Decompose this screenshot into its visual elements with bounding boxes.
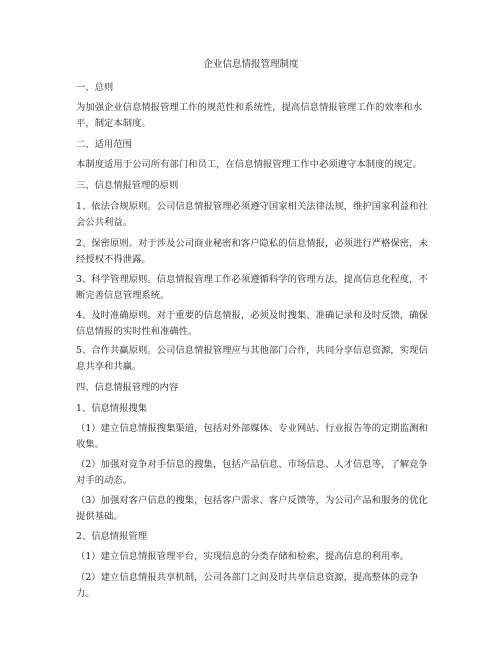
- paragraph-principle-2: 2、保密原则。对于涉及公司商业秘密和客户隐私的信息情报，必须进行严格保密，未经授权不得泄露。: [76, 238, 428, 265]
- section-heading-scope: 二、适用范围: [76, 139, 132, 150]
- section-heading-general: 一、总则: [76, 82, 114, 93]
- paragraph-scope: 本制度适用于公司所有部门和员工，在信息情报管理工作中必须遵守本制度的规定。: [76, 159, 422, 170]
- subsection-heading-management: 2、信息情报管理: [76, 531, 147, 542]
- section-heading-content: 四、信息情报管理的内容: [76, 382, 179, 393]
- paragraph-principle-4: 4、及时准确原则。对于重要的信息情报，必须及时搜集、准确记录和及时反馈，确保信息情报的实时性和准确性。: [76, 310, 428, 337]
- paragraph-principle-3: 3、科学管理原则。信息情报管理工作必须遵循科学的管理方法，提高信息化程度，不断完善信息管理系统。: [76, 274, 428, 301]
- paragraph-collection-2: （2）加强对竞争对手信息的搜集，包括产品信息、市场信息、人才信息等，了解竞争对手的动态。: [76, 459, 428, 486]
- paragraph-principle-5: 5、合作共赢原则。公司信息情报管理应与其他部门合作，共同分享信息资源，实现信息共享和共赢。: [76, 345, 428, 372]
- paragraph-general: 为加强企业信息情报管理工作的规范性和系统性，提高信息情报管理工作的效率和水平，制定本制度。: [76, 102, 422, 129]
- document-title: 企业信息情报管理制度: [203, 59, 299, 70]
- paragraph-management-1: （1）建立信息情报管理平台，实现信息的分类存储和检索，提高信息的利用率。: [76, 551, 410, 562]
- paragraph-principle-1: 1、依法合规原则。公司信息情报管理必须遵守国家相关法律法规，维护国家利益和社会公共利益。: [76, 201, 428, 228]
- paragraph-management-2: （2）建立信息情报共享机制，公司各部门之间及时共享信息资源，提高整体的竞争力。: [76, 572, 419, 599]
- section-heading-principles: 三、信息情报管理的原则: [76, 180, 179, 191]
- paragraph-collection-1: （1）建立信息情报搜集渠道，包括对外部媒体、专业网站、行业报告等的定期监测和收集。: [76, 423, 428, 450]
- paragraph-collection-3: （3）加强对客户信息的搜集，包括客户需求、客户反馈等，为公司产品和服务的优化提供基础。: [76, 495, 428, 522]
- subsection-heading-collection: 1、信息情报搜集: [76, 403, 147, 414]
